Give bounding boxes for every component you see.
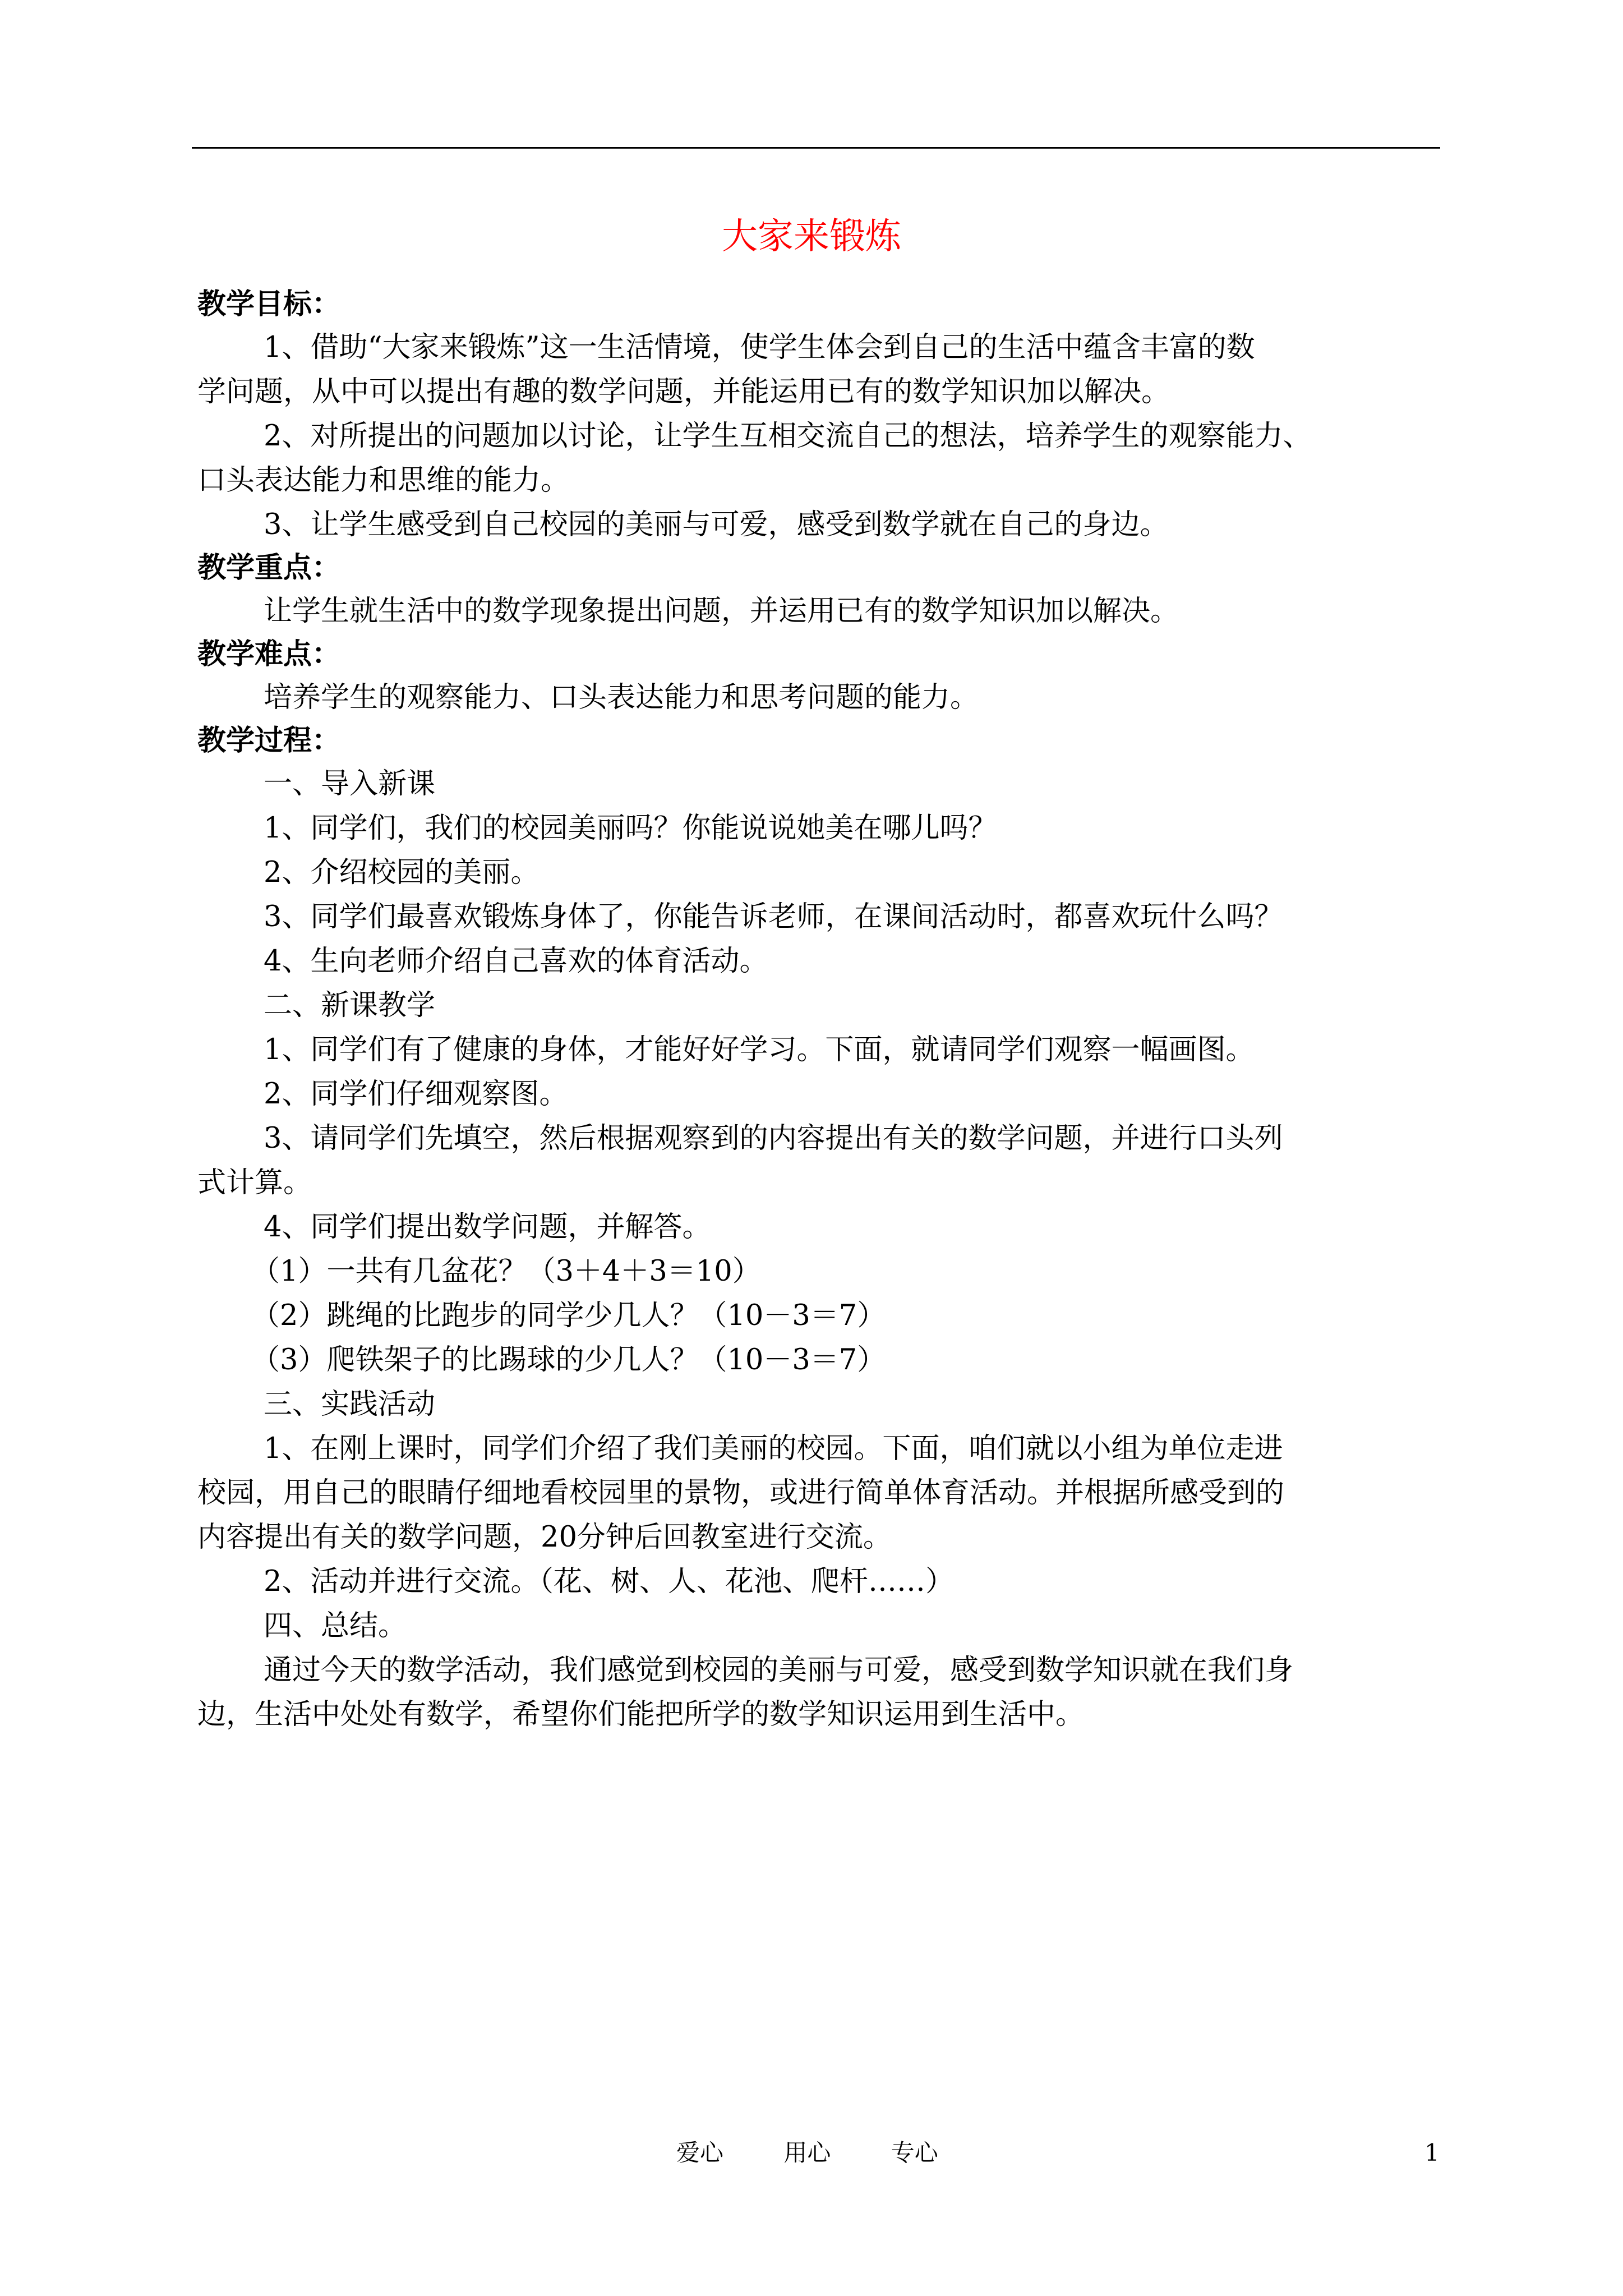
text-line: 校园，用自己的眼睛仔细地看校园里的景物，或进行简单体育活动。并根据所感受到的 xyxy=(197,1476,1285,1510)
text-line: 3、同学们最喜欢锻炼身体了，你能告诉老师，在课间活动时，都喜欢玩什么吗？ xyxy=(264,900,1283,933)
text-line: 3、请同学们先填空，然后根据观察到的内容提出有关的数学问题，并进行口头列 xyxy=(264,1122,1283,1155)
text-line: 4、同学们提出数学问题，并解答。 xyxy=(264,1211,711,1244)
footer-motto xyxy=(676,2136,938,2170)
text-line: 1、同学们有了健康的身体，才能好好学习。下面，就请同学们观察一幅画图。 xyxy=(264,1033,1255,1066)
text-line: 1、借助“大家来锻炼”这一生活情境，使学生体会到自己的生活中蕴含丰富的数 xyxy=(264,331,1255,364)
text-line: 2、介绍校园的美丽。 xyxy=(264,856,540,889)
text-line: 边，生活中处处有数学，希望你们能把所学的数学知识运用到生活中。 xyxy=(197,1698,1085,1731)
document-body xyxy=(197,283,1444,1737)
text-line: 学问题，从中可以提出有趣的数学问题，并能运用已有的数学知识加以解决。 xyxy=(197,375,1170,408)
section-heading: 教学目标： xyxy=(197,287,341,321)
text-line: 一、导入新课 xyxy=(264,767,436,800)
text-line: 3、让学生感受到自己校园的美丽与可爱，感受到数学就在自己的身边。 xyxy=(264,508,1169,541)
section-heading: 教学重点： xyxy=(197,551,341,585)
text-line: 2、活动并进行交流。（花、树、人、花池、爬杆……） xyxy=(264,1565,954,1598)
text-line: （1）一共有几盆花？（3＋4＋3＝10） xyxy=(251,1255,761,1288)
text-line: 二、新课教学 xyxy=(264,989,436,1022)
text-line: 培养学生的观察能力、口头表达能力和思考问题的能力。 xyxy=(264,681,979,714)
text-line: 内容提出有关的数学问题，20分钟后回教室进行交流。 xyxy=(197,1521,892,1554)
document-title: 大家来锻炼 xyxy=(722,216,901,257)
text-line: 四、总结。 xyxy=(264,1609,407,1642)
footer-word: 专心 xyxy=(891,2139,938,2166)
section-heading: 教学难点： xyxy=(197,637,341,671)
text-line: （2）跳绳的比跑步的同学少几人？（10－3＝7） xyxy=(251,1299,886,1332)
text-line: 让学生就生活中的数学现象提出问题，并运用已有的数学知识加以解决。 xyxy=(264,595,1179,628)
text-line: 1、同学们，我们的校园美丽吗？你能说说她美在哪儿吗？ xyxy=(264,812,997,845)
section-heading: 教学过程： xyxy=(197,724,341,757)
text-line: 三、实践活动 xyxy=(264,1388,436,1421)
text-line: （3）爬铁架子的比踢球的少几人？（10－3＝7） xyxy=(251,1343,886,1377)
text-line: 1、在刚上课时，同学们介绍了我们美丽的校园。下面，咱们就以小组为单位走进 xyxy=(264,1432,1283,1465)
footer-word: 用心 xyxy=(783,2139,831,2166)
text-line: 4、生向老师介绍自己喜欢的体育活动。 xyxy=(264,945,768,978)
header-rule xyxy=(192,147,1440,149)
text-line: 2、同学们仔细观察图。 xyxy=(264,1078,568,1111)
text-line: 式计算。 xyxy=(197,1166,312,1199)
text-line: 2、对所提出的问题加以讨论，让学生互相交流自己的想法，培养学生的观察能力、 xyxy=(264,420,1312,453)
text-line: 口头表达能力和思维的能力。 xyxy=(197,464,570,497)
text-line: 通过今天的数学活动，我们感觉到校园的美丽与可爱，感受到数学知识就在我们身 xyxy=(264,1654,1294,1687)
footer-word: 爱心 xyxy=(676,2139,724,2166)
page-number: 1 xyxy=(1424,2139,1440,2166)
